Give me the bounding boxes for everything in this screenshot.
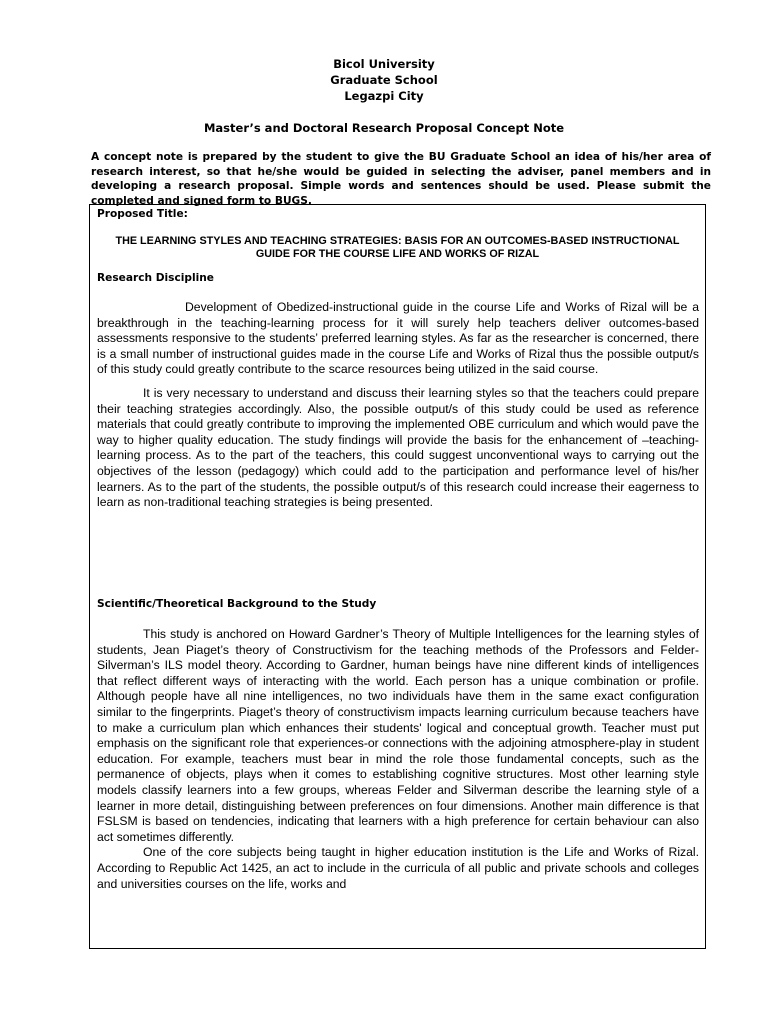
university-name: Bicol University [333,57,435,71]
research-discipline-section [97,300,699,511]
graduate-school: Graduate School [330,73,438,87]
background-label: Scientific/Theoretical Background to the Study [97,598,377,610]
city: Legazpi City [344,89,424,103]
background-paragraph-2: One of the core subjects being taught in higher education institution is the Life and Works of Rizal. According to Republic Act 1425, an act to include in the curricula of all public and private schools and colleges and universities courses on the life, works and [97,845,699,891]
document-title: Master’s and Doctoral Research Proposal Concept Note [203,121,565,135]
concept-note-form [89,204,706,949]
discipline-paragraph-2: It is very necessary to understand and discuss their learning styles so that the teachers could prepare their teaching strategies accordingly. Also, the possible output/s of this study could be used as reference materials that could greatly contribute to improving the implemented OBE curriculum and which would pave the way to higher quality education. The study findings will provide the basis for the enhancement of –teaching-learning process. As to the part of the teachers, this could suggest unconventional ways to carrying out the objectives of the lesson (pedagogy) which could add to the participation and performance level of his/her learners. As to the part of the students, the possible output/s of this research could increase their eagerness to learn as non-traditional teaching strategies is being presented. [97,385,699,510]
background-paragraph-1: This study is anchored on Howard Gardner’s Theory of Multiple Intelligences for the learning styles of students, Jean Piaget’s theory of Constructivism for the teaching methods of the Professors and Felder-Silverman’s ILS model theory. According to Gardner, human beings have nine different kinds of intelligences that reflect different ways of interacting with the world. Each person has a unique combination or profile. Although people have all nine intelligences, no two individuals have them in the same exact configuration similar to the fingerprints. Piaget’s theory of constructivism impacts learning curriculum because teachers have to make a curriculum plan which enhances their students' logical and conceptual growth. Teacher must put emphasis on the significant role that experiences-or connections with the adjoining atmosphere-play in student education. For example, teachers must bear in mind the role those fundamental concepts, such as the permanence of objects, plays when it comes to establishing cognitive structures. Most other learning style models classify learners into a few groups, whereas Felder and Silverman describe the learning style of a learner in more detail, distinguishing between preferences on four dimensions. Another main difference is that FSLSM is based on tendencies, indicating that learners with a high preference for certain behaviour can also act sometimes differently. [97,627,699,844]
research-discipline-label: Research Discipline [97,272,214,284]
background-section [97,627,699,892]
document-header [0,56,768,104]
intro-paragraph: A concept note is prepared by the student to give the BU Graduate School an idea of his/her area of research interest, so that he/she would be guided in selecting the adviser, panel members and in developing a research proposal. Simple words and sentences should be used. Please submit the completed and signed form to BUGS. [91,151,711,207]
proposed-title: THE LEARNING STYLES AND TEACHING STRATEGIES: BASIS FOR AN OUTCOMES-BASED INSTRUCTIONAL GUIDE FOR THE COURSE LIFE AND WORKS OF RIZAL [115,235,680,260]
discipline-paragraph-1: Development of Obedized-instructional guide in the course Life and Works of Rizal will be a breakthrough in the teaching-learning process for it will surely help teachers deliver outcomes-based assessments responsive to the students’ preferred learning styles. As far as the researcher is concerned, there is a small number of instructional guides made in the course Life and Works of Rizal thus the possible output/s of this study could greatly contribute to the scarce resources being utilized in the said course. [97,300,699,377]
proposed-title-label: Proposed Title: [97,208,188,220]
